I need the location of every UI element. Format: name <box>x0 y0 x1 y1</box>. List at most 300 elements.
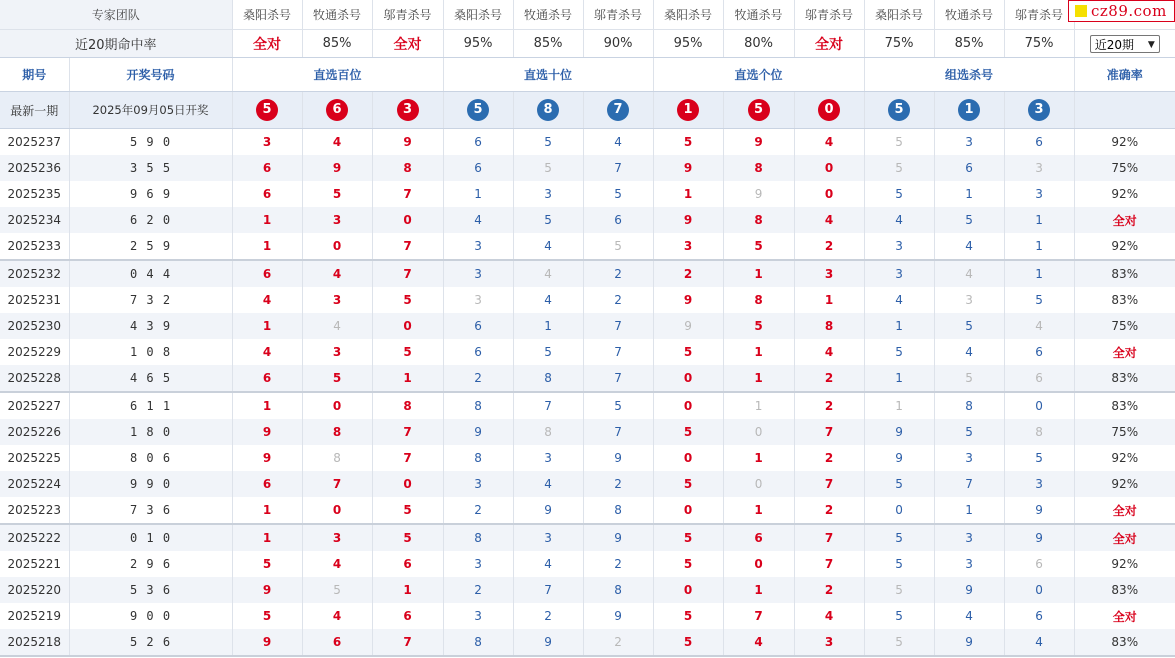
col-units: 直选个位 <box>653 58 864 92</box>
kill-number: 8 <box>723 155 794 181</box>
kill-number: 7 <box>372 445 443 471</box>
kill-number: 8 <box>372 155 443 181</box>
kill-number: 9 <box>723 181 794 207</box>
kill-number: 1 <box>232 524 302 551</box>
kill-number: 8 <box>583 577 653 603</box>
kill-number: 6 <box>1004 339 1074 365</box>
hit-rate-value: 80% <box>744 36 773 51</box>
draw-number: 2 5 9 <box>69 233 232 260</box>
expert-name: 邬青杀号 <box>1004 0 1074 30</box>
kill-number: 2 <box>794 577 864 603</box>
kill-number: 6 <box>232 181 302 207</box>
kill-number: 9 <box>723 129 794 156</box>
draw-ball: 5 <box>467 99 489 121</box>
kill-number: 0 <box>372 471 443 497</box>
kill-number: 2 <box>583 260 653 287</box>
kill-number: 3 <box>302 339 372 365</box>
accuracy-rate: 92% <box>1074 471 1175 497</box>
kill-number: 3 <box>794 260 864 287</box>
col-draw: 开奖号码 <box>69 58 232 92</box>
period-number: 2025237 <box>0 129 69 156</box>
kill-number: 2 <box>443 577 513 603</box>
kill-number: 5 <box>1004 287 1074 313</box>
kill-number: 3 <box>232 129 302 156</box>
kill-number: 5 <box>513 129 583 156</box>
table-row <box>0 313 1175 339</box>
latest-ball-cell <box>723 92 794 129</box>
kill-number: 2 <box>653 260 723 287</box>
kill-number: 9 <box>653 313 723 339</box>
kill-number: 6 <box>443 313 513 339</box>
period-count-value: 近20期 <box>1094 37 1135 52</box>
table-row <box>0 155 1175 181</box>
hit-rate-value: 90% <box>603 36 633 51</box>
accuracy-rate: 92% <box>1111 187 1139 201</box>
kill-number: 1 <box>372 365 443 392</box>
period-number: 2025221 <box>0 551 69 577</box>
kill-number: 1 <box>513 313 583 339</box>
kill-number: 5 <box>864 471 934 497</box>
kill-number: 5 <box>513 207 583 233</box>
site-logo[interactable] <box>1068 0 1175 22</box>
kill-number: 5 <box>934 419 1004 445</box>
kill-number: 5 <box>864 339 934 365</box>
latest-ball-cell <box>232 92 302 129</box>
kill-number: 6 <box>302 629 372 656</box>
kill-number: 0 <box>723 419 794 445</box>
kill-number: 2 <box>794 392 864 419</box>
hit-rate <box>443 30 513 58</box>
kill-number: 5 <box>864 129 934 156</box>
hit-rate <box>1004 30 1074 58</box>
kill-number: 5 <box>934 365 1004 392</box>
kill-number: 2 <box>513 603 583 629</box>
kill-number: 7 <box>372 629 443 656</box>
table-row <box>0 339 1175 365</box>
kill-number: 3 <box>443 287 513 313</box>
latest-ball-cell <box>443 92 513 129</box>
hit-rate-value: 95% <box>463 36 493 51</box>
kill-number: 7 <box>583 419 653 445</box>
draw-number: 6 2 0 <box>69 207 232 233</box>
draw-number: 6 1 1 <box>69 392 232 419</box>
kill-number: 7 <box>583 365 653 392</box>
kill-number: 5 <box>302 577 372 603</box>
kill-number: 3 <box>653 233 723 260</box>
kill-number: 4 <box>302 603 372 629</box>
latest-ball-cell <box>794 92 864 129</box>
kill-number: 1 <box>864 392 934 419</box>
kill-number: 9 <box>864 419 934 445</box>
kill-number: 5 <box>232 551 302 577</box>
kill-number: 1 <box>653 181 723 207</box>
kill-number: 9 <box>934 577 1004 603</box>
kill-number: 4 <box>1004 629 1074 656</box>
hit-rate-value: 全对 <box>815 36 844 53</box>
kill-number: 1 <box>232 233 302 260</box>
draw-number: 9 6 9 <box>69 181 232 207</box>
draw-number: 7 3 2 <box>69 287 232 313</box>
kill-number: 7 <box>723 603 794 629</box>
kill-number: 3 <box>864 233 934 260</box>
period-number: 2025231 <box>0 287 69 313</box>
period-number: 2025225 <box>0 445 69 471</box>
period-number: 2025224 <box>0 471 69 497</box>
kill-number: 1 <box>723 497 794 524</box>
period-number: 2025219 <box>0 603 69 629</box>
kill-number: 4 <box>794 129 864 156</box>
kill-number: 3 <box>443 471 513 497</box>
table-row <box>0 603 1175 629</box>
kill-number: 3 <box>443 260 513 287</box>
table-row <box>0 577 1175 603</box>
table-row <box>0 260 1175 287</box>
kill-number: 8 <box>443 445 513 471</box>
kill-number: 3 <box>934 129 1004 156</box>
kill-number: 0 <box>723 551 794 577</box>
hit-rate <box>653 30 723 58</box>
column-header-row <box>0 58 1175 92</box>
kill-number: 0 <box>864 497 934 524</box>
kill-number: 2 <box>794 233 864 260</box>
kill-number: 6 <box>443 129 513 156</box>
hit-rate-value: 85% <box>322 36 352 51</box>
period-number: 2025223 <box>0 497 69 524</box>
table-row <box>0 524 1175 551</box>
hit-rate-value: 全对 <box>253 36 282 53</box>
kill-number: 6 <box>232 155 302 181</box>
kill-number: 0 <box>302 233 372 260</box>
table-row <box>0 392 1175 419</box>
kill-number: 8 <box>513 365 583 392</box>
kill-number: 3 <box>934 445 1004 471</box>
hit-rate-value: 75% <box>1024 36 1054 51</box>
period-number: 2025230 <box>0 313 69 339</box>
table-row <box>0 233 1175 260</box>
kill-number: 9 <box>583 524 653 551</box>
kill-number: 9 <box>934 629 1004 656</box>
kill-number: 3 <box>1004 181 1074 207</box>
kill-number: 9 <box>302 155 372 181</box>
draw-number: 8 0 6 <box>69 445 232 471</box>
expert-name: 桑阳杀号 <box>864 0 934 30</box>
draw-ball: 6 <box>326 99 348 121</box>
accuracy-rate: 83% <box>1074 629 1175 656</box>
hit-rate <box>864 30 934 58</box>
draw-ball: 1 <box>677 99 699 121</box>
draw-number: 5 3 6 <box>69 577 232 603</box>
kill-number: 8 <box>302 445 372 471</box>
kill-number: 4 <box>864 287 934 313</box>
accuracy-rate: 92% <box>1111 135 1139 149</box>
kill-number: 8 <box>443 392 513 419</box>
kill-number: 4 <box>513 287 583 313</box>
draw-number: 3 5 5 <box>69 155 232 181</box>
kill-number: 1 <box>723 392 794 419</box>
kill-number: 4 <box>1004 313 1074 339</box>
kill-number: 4 <box>794 603 864 629</box>
kill-number: 8 <box>723 207 794 233</box>
kill-number: 4 <box>232 287 302 313</box>
kill-number: 0 <box>302 497 372 524</box>
hit-rate <box>513 30 583 58</box>
kill-number: 5 <box>1004 445 1074 471</box>
kill-number: 5 <box>864 551 934 577</box>
kill-number: 4 <box>794 339 864 365</box>
kill-number: 7 <box>583 313 653 339</box>
kill-number: 7 <box>372 260 443 287</box>
accuracy-rate: 83% <box>1074 260 1175 287</box>
kill-number: 4 <box>302 313 372 339</box>
kill-number: 6 <box>1004 129 1074 156</box>
kill-number: 9 <box>583 603 653 629</box>
latest-draw-row <box>0 92 1175 129</box>
kill-number: 1 <box>934 181 1004 207</box>
chevron-down-icon: ▼ <box>1147 39 1155 50</box>
expert-name: 牧通杀号 <box>302 0 372 30</box>
kill-number: 1 <box>723 577 794 603</box>
kill-number: 1 <box>443 181 513 207</box>
kill-number: 1 <box>232 497 302 524</box>
kill-number: 9 <box>653 207 723 233</box>
kill-number: 2 <box>794 445 864 471</box>
draw-number: 1 8 0 <box>69 419 232 445</box>
period-number: 2025226 <box>0 419 69 445</box>
draw-ball: 0 <box>818 99 840 121</box>
table-row <box>0 445 1175 471</box>
kill-number: 5 <box>653 471 723 497</box>
table-row <box>0 207 1175 233</box>
kill-number: 0 <box>1004 577 1074 603</box>
kill-number: 1 <box>864 313 934 339</box>
kill-number: 5 <box>583 392 653 419</box>
kill-number: 1 <box>232 313 302 339</box>
kill-number: 6 <box>583 207 653 233</box>
kill-number: 4 <box>723 629 794 656</box>
hit-rate-value: 95% <box>673 36 703 51</box>
kill-number: 5 <box>653 524 723 551</box>
period-number: 2025229 <box>0 339 69 365</box>
draw-number: 4 3 9 <box>69 313 232 339</box>
kill-number: 2 <box>583 629 653 656</box>
period-number: 2025220 <box>0 577 69 603</box>
kill-number: 2 <box>794 365 864 392</box>
kill-number: 7 <box>794 524 864 551</box>
kill-number: 5 <box>864 155 934 181</box>
kill-number: 6 <box>934 155 1004 181</box>
kill-number: 3 <box>934 524 1004 551</box>
kill-number: 9 <box>232 419 302 445</box>
kill-number: 6 <box>1004 365 1074 392</box>
table-row <box>0 629 1175 656</box>
draw-ball: 3 <box>397 99 419 121</box>
kill-number: 5 <box>723 233 794 260</box>
draw-ball: 8 <box>537 99 559 121</box>
period-number: 2025228 <box>0 365 69 392</box>
kill-number: 4 <box>934 260 1004 287</box>
kill-number: 4 <box>513 233 583 260</box>
kill-number: 3 <box>302 207 372 233</box>
kill-number: 4 <box>302 551 372 577</box>
draw-ball: 1 <box>958 99 980 121</box>
table-row <box>0 181 1175 207</box>
kill-number: 0 <box>372 207 443 233</box>
expert-name: 牧通杀号 <box>723 0 794 30</box>
accuracy-rate: 75% <box>1074 419 1175 445</box>
kill-number: 1 <box>1004 260 1074 287</box>
kill-number: 4 <box>934 603 1004 629</box>
kill-number: 5 <box>513 155 583 181</box>
period-select-cell <box>1074 30 1175 58</box>
accuracy-rate: 83% <box>1111 293 1139 307</box>
kill-number: 7 <box>583 155 653 181</box>
kill-number: 6 <box>723 524 794 551</box>
expert-name: 桑阳杀号 <box>443 0 513 30</box>
logo-text: cz89.com <box>1091 2 1167 20</box>
kill-number: 5 <box>372 524 443 551</box>
kill-number: 4 <box>794 207 864 233</box>
kill-number: 7 <box>794 551 864 577</box>
kill-number: 3 <box>1004 155 1074 181</box>
kill-number: 0 <box>302 392 372 419</box>
kill-number: 1 <box>723 445 794 471</box>
draw-ball: 7 <box>607 99 629 121</box>
kill-number: 5 <box>372 497 443 524</box>
kill-number: 4 <box>443 207 513 233</box>
kill-number: 2 <box>794 497 864 524</box>
period-count-select[interactable] <box>1090 35 1160 53</box>
kill-number: 3 <box>443 603 513 629</box>
period-number: 2025232 <box>0 260 69 287</box>
kill-number: 3 <box>794 629 864 656</box>
kill-number: 1 <box>794 287 864 313</box>
kill-number: 5 <box>232 603 302 629</box>
kill-number: 1 <box>372 577 443 603</box>
expert-name: 牧通杀号 <box>513 0 583 30</box>
hit-rate <box>372 30 443 58</box>
latest-ball-cell <box>302 92 372 129</box>
kill-number: 5 <box>864 603 934 629</box>
kill-number: 1 <box>723 260 794 287</box>
kill-number: 9 <box>232 445 302 471</box>
kill-number: 9 <box>232 629 302 656</box>
kill-number: 3 <box>302 287 372 313</box>
kill-number: 4 <box>232 339 302 365</box>
accuracy-rate: 全对 <box>1074 207 1175 233</box>
hit-rate-value: 85% <box>533 36 563 51</box>
period-number: 2025222 <box>0 524 69 551</box>
kill-number: 3 <box>934 287 1004 313</box>
kill-number: 1 <box>864 365 934 392</box>
kill-number: 2 <box>443 497 513 524</box>
kill-number: 3 <box>513 524 583 551</box>
expert-name: 桑阳杀号 <box>653 0 723 30</box>
kill-number: 9 <box>583 445 653 471</box>
kill-number: 8 <box>1004 419 1074 445</box>
kill-number: 3 <box>934 551 1004 577</box>
accuracy-rate: 83% <box>1074 392 1175 419</box>
accuracy-rate: 83% <box>1074 365 1175 392</box>
accuracy-rate: 全对 <box>1074 524 1175 551</box>
period-number: 2025218 <box>0 629 69 656</box>
logo-mark-icon <box>1075 5 1087 17</box>
hit-rate-label: 近20期命中率 <box>0 30 232 58</box>
draw-number: 9 0 0 <box>69 603 232 629</box>
hit-rate <box>232 30 302 58</box>
draw-ball: 5 <box>748 99 770 121</box>
kill-number: 3 <box>302 524 372 551</box>
kill-number: 0 <box>1004 392 1074 419</box>
kill-number: 6 <box>443 339 513 365</box>
kill-number: 4 <box>302 260 372 287</box>
hit-rate <box>583 30 653 58</box>
team-label: 专家团队 <box>0 0 232 30</box>
kill-number: 0 <box>653 497 723 524</box>
latest-accuracy-cell <box>1074 92 1175 129</box>
kill-number: 7 <box>934 471 1004 497</box>
latest-ball-cell <box>372 92 443 129</box>
kill-number: 0 <box>653 445 723 471</box>
kill-number: 8 <box>723 287 794 313</box>
kill-number: 4 <box>934 339 1004 365</box>
table-row <box>0 129 1175 156</box>
kill-number: 8 <box>443 629 513 656</box>
kill-number: 8 <box>794 313 864 339</box>
accuracy-rate: 全对 <box>1112 345 1137 360</box>
accuracy-rate: 83% <box>1074 577 1175 603</box>
hit-rate-value: 全对 <box>393 36 422 53</box>
latest-date: 2025年09月05日开奖 <box>69 92 232 129</box>
accuracy-rate: 92% <box>1111 451 1139 465</box>
table-row <box>0 551 1175 577</box>
kill-number: 6 <box>232 365 302 392</box>
kill-number: 2 <box>583 471 653 497</box>
table-row <box>0 471 1175 497</box>
kill-number: 1 <box>723 339 794 365</box>
kill-number: 5 <box>372 287 443 313</box>
kill-number: 5 <box>583 233 653 260</box>
hit-rate <box>723 30 794 58</box>
kill-number: 1 <box>232 207 302 233</box>
kill-number: 7 <box>372 419 443 445</box>
kill-number: 9 <box>1004 524 1074 551</box>
kill-number: 4 <box>513 260 583 287</box>
kill-number: 7 <box>372 233 443 260</box>
kill-number: 6 <box>372 551 443 577</box>
kill-number: 2 <box>583 287 653 313</box>
draw-number: 5 9 0 <box>69 129 232 156</box>
col-period: 期号 <box>0 58 69 92</box>
kill-number: 5 <box>302 181 372 207</box>
kill-number: 5 <box>653 629 723 656</box>
kill-number: 9 <box>513 497 583 524</box>
kill-number: 3 <box>513 181 583 207</box>
kill-number: 5 <box>513 339 583 365</box>
accuracy-rate: 75% <box>1074 155 1175 181</box>
col-hundreds: 直选百位 <box>232 58 443 92</box>
kill-number: 0 <box>794 155 864 181</box>
hit-rate-row <box>0 30 1175 58</box>
kill-number: 4 <box>513 471 583 497</box>
kill-number: 5 <box>653 551 723 577</box>
table-row <box>0 419 1175 445</box>
draw-number: 1 0 8 <box>69 339 232 365</box>
kill-number: 1 <box>934 497 1004 524</box>
latest-ball-cell <box>934 92 1004 129</box>
accuracy-rate: 92% <box>1111 557 1139 571</box>
kill-number: 6 <box>232 260 302 287</box>
hit-rate <box>934 30 1004 58</box>
